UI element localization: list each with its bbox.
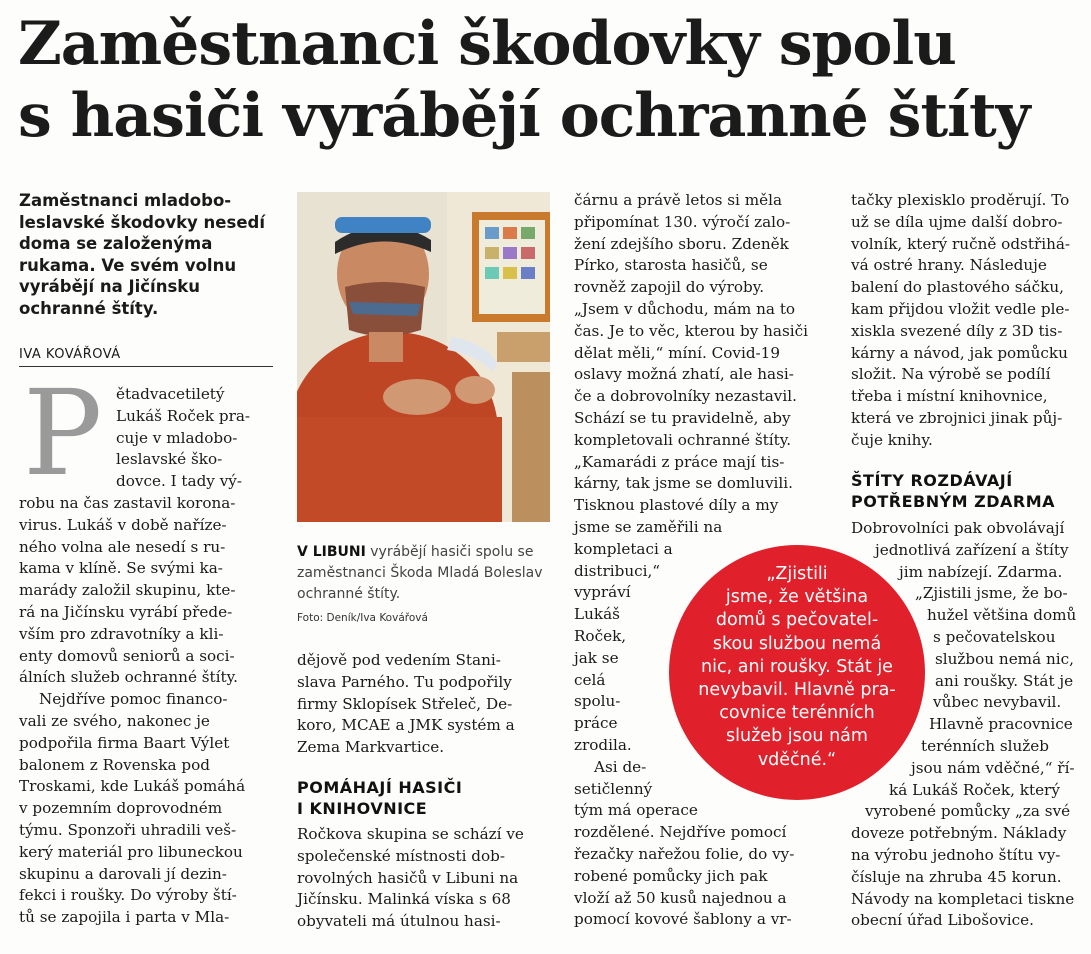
text-line: složit. Na výrobě se podílí [851, 365, 1051, 384]
text-line: čas. Je to věc, kterou by hasiči [574, 321, 809, 340]
text-line: koro, MCAE a JMK systém a [297, 716, 515, 735]
text-line: jak se [574, 648, 619, 667]
text-line: skupinu a darovali jí dezin- [19, 864, 227, 883]
text-line: enty domovů seniorů a soci- [19, 646, 235, 665]
text-line: obecní úřad Libošovice. [851, 911, 1034, 930]
lead-line: ochranné štíty. [19, 298, 159, 318]
text-line: xiskla svezené díly z 3D tis- [851, 321, 1063, 340]
column-1 [19, 493, 245, 929]
text-line: podpořila firma Baart Výlet [19, 733, 230, 752]
column-2b [297, 824, 524, 933]
text-line: doveze potřebným. Náklady [851, 824, 1067, 843]
text-line: která ve zbrojnici jinak půj- [851, 408, 1063, 427]
text-line: Ročkova skupina se schází ve [297, 825, 524, 843]
text-line: Návody na kompletaci tiskne [851, 889, 1075, 908]
pull-quote-line: covnice terénních [719, 703, 875, 724]
text-line: kam přijdou vložit vedle ple- [851, 299, 1070, 318]
text-line: kárny, tak jsme se domluvili. [574, 474, 793, 493]
subheading-line: POMÁHAJÍ HASIČI [297, 778, 463, 797]
text-line: Roček, [574, 626, 627, 645]
text-line: ani roušky. Stát je [935, 671, 1074, 690]
lead-line: rukama. Ve svém volnu [19, 255, 237, 275]
pull-quote-text [669, 563, 925, 772]
subheading-2 [851, 470, 1055, 512]
caption-text: vyrábějí hasiči spolu se zaměstnanci Škoda Mladá Boleslav ochranné štíty. [297, 544, 543, 602]
subheading-line: I KNIHOVNICE [297, 799, 428, 818]
photo-illustration [297, 192, 550, 522]
text-line: tým má operace [574, 801, 698, 820]
headline-line-2: s hasiči vyrábějí ochranné štíty [18, 81, 1030, 151]
text-line: kárny a návod, jak pomůcku [851, 343, 1068, 362]
text-line: cuje v mladobo- [116, 428, 238, 447]
text-line: ětadvacetiletý [116, 385, 225, 403]
text-line: třeba i místní knihovnice, [851, 387, 1048, 406]
text-line: Asi de- [594, 757, 647, 776]
lead-paragraph [19, 190, 265, 319]
lead-line: leslavské škodovky nesedí [19, 212, 265, 232]
text-line: ká Lukáš Roček, který [889, 780, 1060, 799]
text-line: řezačky nařežou folie, do vy- [574, 844, 795, 863]
text-line: jsou nám vděčné,“ ří- [911, 758, 1075, 777]
text-line: balení do plastového sáčku, [851, 278, 1064, 297]
pull-quote-line: nic, ani roušky. Stát je [701, 656, 893, 677]
text-line: Troskami, kde Lukáš pomáhá [19, 777, 246, 796]
drop-cap: P [23, 364, 103, 502]
pull-quote-line: nevybavil. Hlavně pra- [698, 680, 896, 701]
text-line: spolu- [574, 692, 621, 711]
byline: IVA KOVÁŘOVÁ [19, 347, 273, 367]
text-line: marády založil skupinu, kte- [19, 581, 236, 600]
text-line: ného volna ale nesedí s ru- [19, 537, 226, 556]
text-line: vá ostré hrany. Následuje [851, 256, 1047, 275]
pull-quote-line: „Zjistili [766, 564, 828, 584]
photo-caption [297, 542, 552, 605]
text-line: rá na Jičínsku vyrábí přede- [19, 602, 233, 621]
text-line: službou nemá nic, [935, 649, 1074, 668]
caption-place: V LIBUNI [297, 544, 366, 560]
text-line: „Jsem v důchodu, mám na to [574, 299, 796, 318]
text-line: celá [574, 670, 606, 689]
text-line: už se díla ujme další dobro- [851, 212, 1063, 231]
lead-line: vyrábějí na Jičínsku [19, 277, 200, 296]
text-line: rozdělené. Nejdříve pomocí [574, 823, 787, 842]
text-line: vypráví [574, 583, 631, 602]
text-line: dělat měli,“ míní. Covid-19 [574, 343, 781, 362]
text-line: s pečovatelskou [933, 627, 1056, 646]
text-line: vůbec nevybavil. [933, 693, 1062, 712]
article-photo [297, 192, 550, 522]
text-line: zrodila. [574, 735, 632, 754]
text-line: Schází se tu pravidelně, aby [574, 408, 791, 427]
text-line: připomínat 130. výročí zalo- [574, 212, 791, 231]
text-line: robu na čas zastavil korona- [19, 494, 236, 512]
text-line: jim nabízejí. Zdarma. [899, 562, 1063, 581]
text-line: vším pro zdravotníky a kli- [19, 624, 224, 643]
column-2 [297, 650, 515, 759]
text-line: tů se zapojila i parta v Mla- [19, 908, 230, 927]
text-line: kompletaci a [574, 539, 673, 558]
text-line: jednotlivá zařízení a štíty [875, 540, 1069, 559]
text-line: robené pomůcky jich pak [574, 866, 768, 885]
text-line: Pírko, starosta hasičů, se [574, 256, 768, 275]
column-4 [851, 190, 1070, 452]
text-line: Hlavně pracovnice [929, 715, 1073, 734]
text-line: čárnu a právě letos si měla [574, 191, 783, 209]
text-line: fekci i roušky. Do výroby ští- [19, 886, 237, 905]
text-line: tačky plexisklo proděrují. To [851, 191, 1070, 209]
text-line: Jičínsku. Malinká víska s 68 [297, 890, 511, 909]
text-line: oslavy možná zhatí, ale hasi- [574, 365, 794, 384]
text-line: balonem z Rovenska pod [19, 755, 211, 774]
pull-quote-line: jsme, že většina [725, 587, 869, 608]
column-1-indented [116, 384, 250, 493]
headline-line-1: Zaměstnanci škodovky spolu [18, 9, 956, 79]
text-line: virus. Lukáš v době naříze- [19, 515, 227, 534]
pull-quote-line: vděčné.“ [757, 749, 837, 770]
text-line: slava Parného. Tu podpořily [297, 672, 512, 691]
lead-line: doma se založenýma [19, 234, 213, 253]
text-line: vyrobené pomůcky „za své [865, 802, 1071, 821]
text-line: terénních služeb [921, 736, 1050, 755]
photo-credit: Foto: Deník/Iva Kovářová [297, 612, 428, 624]
subheading-line: ŠTÍTY ROZDÁVAJÍ [851, 471, 1013, 490]
text-line: na výrobu jednoho štítu vy- [851, 845, 1061, 864]
text-line: álních služeb ochranné štíty. [19, 668, 239, 687]
text-line: če a dobrovolníky nezastavil. [574, 387, 797, 406]
text-line: kama v klíně. Se svými ka- [19, 559, 223, 578]
headline [18, 8, 1030, 152]
text-line: společenské místnosti dob- [297, 846, 505, 865]
text-line: práce [574, 714, 618, 733]
text-line: obyvateli má útulnou hasi- [297, 912, 501, 931]
text-line: „Zjistili jsme, že bo- [915, 584, 1068, 603]
text-line: kompletovali ochranné štíty. [574, 430, 792, 449]
text-line: setičlenný [574, 779, 653, 798]
text-line: žení zdejšího sboru. Zdeněk [574, 234, 789, 253]
text-line: pomocí kovové šablony a vr- [574, 910, 792, 929]
text-line: týmu. Sponzoři uhradili veš- [19, 820, 237, 839]
text-line: dovce. I tady vý- [116, 472, 243, 491]
text-line: hužel většina domů [927, 606, 1077, 625]
text-line: v pozemním doprovodném [19, 799, 223, 818]
text-line: firmy Sklopísek Střeleč, De- [297, 694, 513, 713]
text-line: „Kamarádi z práce mají tis- [574, 452, 785, 471]
text-line: čuje knihy. [851, 430, 933, 449]
text-line: vloží až 50 kusů najednou a [574, 888, 787, 907]
text-line: distribuci,“ [574, 561, 661, 580]
text-line: rovněž zapojil do výroby. [574, 278, 765, 297]
text-line: kerý materiál pro libuneckou [19, 842, 243, 861]
text-line: čísluje na zhruba 45 korun. [851, 867, 1062, 886]
pull-quote-line: skou službou nemá [712, 633, 882, 654]
text-line: Lukáš Roček pra- [116, 406, 251, 425]
text-line: Zema Markvartice. [297, 738, 445, 757]
lead-line: Zaměstnanci mladobo- [19, 191, 232, 210]
text-line: Lukáš [574, 605, 620, 624]
text-line: leslavské ško- [116, 450, 223, 469]
text-line: Tisknou plastové díly a my [574, 496, 779, 515]
text-line: volník, který ručně odstřihá- [851, 234, 1071, 253]
subheading-1 [297, 777, 462, 819]
text-line: rovolných hasičů v Libuni na [297, 868, 519, 887]
text-line: vali ze svého, nakonec je [19, 711, 210, 730]
text-line: Nejdříve pomoc financo- [39, 690, 228, 709]
pull-quote-line: domů s pečovatel- [715, 610, 879, 631]
pull-quote [669, 545, 925, 800]
text-line: jsme se zaměřili na [574, 517, 723, 536]
text-line: dějově pod vedením Stani- [297, 651, 501, 669]
subheading-line: POTŘEBNÝM ZDARMA [851, 492, 1056, 511]
text-line: Dobrovolníci pak obvolávají [851, 519, 1065, 537]
pull-quote-line: služeb jsou nám [726, 726, 868, 747]
